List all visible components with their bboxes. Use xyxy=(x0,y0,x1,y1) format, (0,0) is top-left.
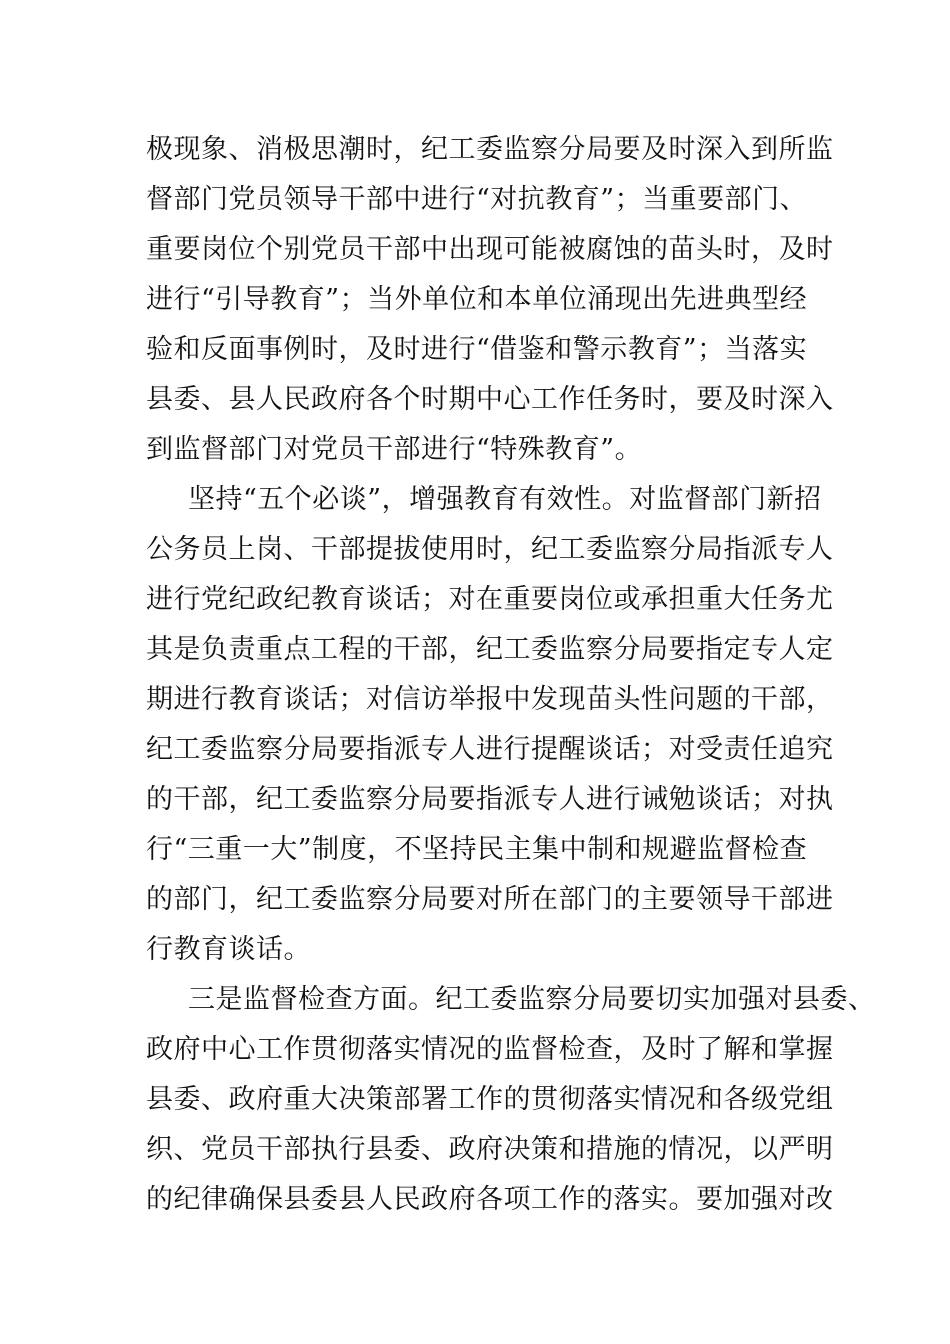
text-line: 进行党纪政纪教育谈话；对在重要岗位或承担重大任务尤 xyxy=(146,584,834,615)
text-line: 期进行教育谈话；对信访举报中发现苗头性问题的干部， xyxy=(146,684,834,715)
text-line: 的部门，纪工委监察分局要对所在部门的主要领导干部进 xyxy=(146,884,834,915)
text-line: 行“三重一大”制度，不坚持民主集中制和规避监督检查 xyxy=(146,834,808,865)
text-line: 县委、政府重大决策部署工作的贯彻落实情况和各级党组 xyxy=(146,1084,834,1115)
text-line: 验和反面事例时，及时进行“借鉴和警示教育”；当落实 xyxy=(146,334,808,365)
text-line: 进行“引导教育”；当外单位和本单位涌现出先进典型经 xyxy=(146,284,808,315)
text-line: 重要岗位个别党员干部中出现可能被腐蚀的苗头时，及时 xyxy=(146,234,834,265)
text-line: 政府中心工作贯彻落实情况的监督检查，及时了解和掌握 xyxy=(146,1034,834,1065)
text-line: 极现象、消极思潮时，纪工委监察分局要及时深入到所监 xyxy=(146,134,834,165)
text-line: 到监督部门对党员干部进行“特殊教育”。 xyxy=(146,434,643,465)
text-line: 督部门党员领导干部中进行“对抗教育”；当重要部门、 xyxy=(146,184,808,215)
text-line: 县委、县人民政府各个时期中心工作任务时，要及时深入 xyxy=(146,384,834,415)
paragraph-first-line: 坚持“五个必谈”，增强教育有效性。对监督部门新招 xyxy=(188,484,822,515)
text-line: 行教育谈话。 xyxy=(146,934,311,965)
text-line: 其是负责重点工程的干部，纪工委监察分局要指定专人定 xyxy=(146,634,834,665)
text-line: 公务员上岗、干部提拔使用时，纪工委监察分局指派专人 xyxy=(146,534,834,565)
text-line: 纪工委监察分局要指派专人进行提醒谈话；对受责任追究 xyxy=(146,734,834,765)
text-line: 的干部，纪工委监察分局要指派专人进行诫勉谈话；对执 xyxy=(146,784,834,815)
paragraph-first-line: 三是监督检查方面。纪工委监察分局要切实加强对县委、 xyxy=(188,984,876,1015)
text-line: 织、党员干部执行县委、政府决策和措施的情况，以严明 xyxy=(146,1134,834,1165)
text-line: 的纪律确保县委县人民政府各项工作的落实。要加强对改 xyxy=(146,1184,834,1215)
